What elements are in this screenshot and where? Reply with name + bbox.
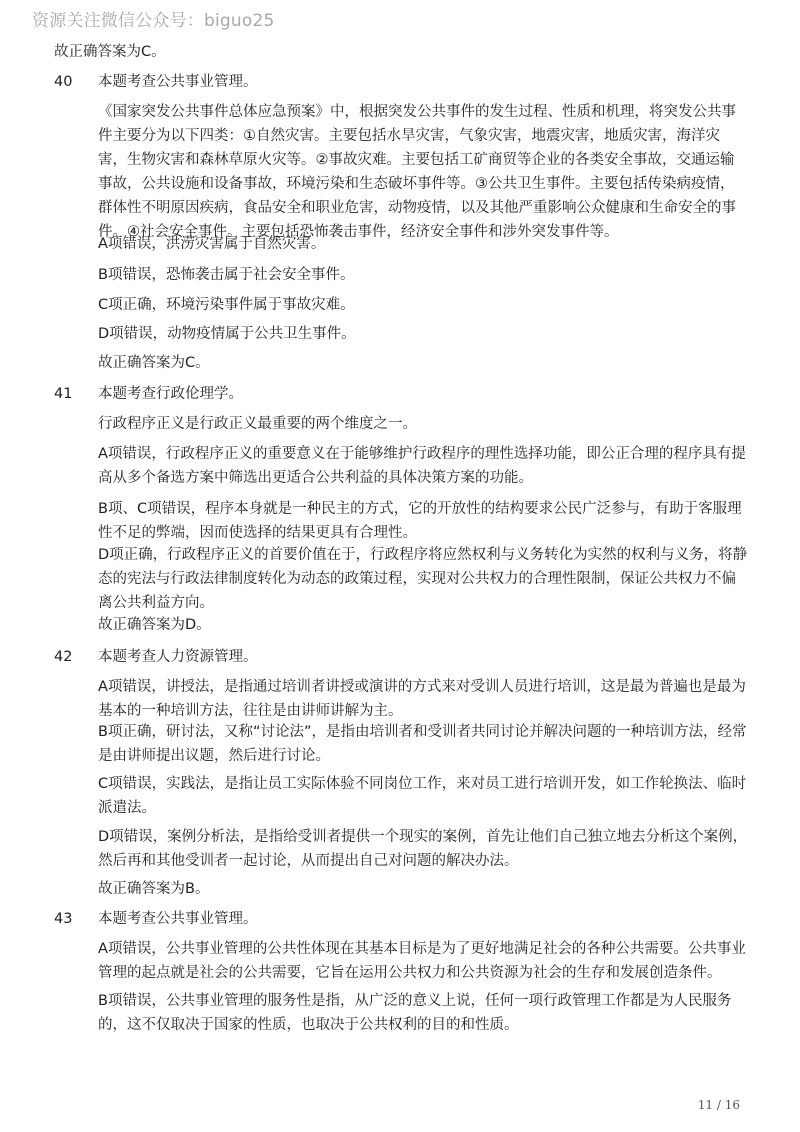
question-number: 41 <box>54 386 73 402</box>
option-explanation: B项错误，恐怖袭击属于社会安全事件。 <box>98 267 355 283</box>
question-title: 本题考查人力资源管理。 <box>98 649 258 665</box>
answer-line: 故正确答案为C。 <box>98 355 210 371</box>
question-title: 本题考查公共事业管理。 <box>98 911 258 927</box>
answer-line: 故正确答案为B。 <box>98 881 210 897</box>
question-number: 40 <box>54 74 73 90</box>
option-explanation: C项错误，实践法，是指让员工实际体验不同岗位工作，来对员工进行培训开发，如工作轮换法、临时派遣法。 <box>98 776 747 816</box>
explanation-paragraph: 《国家突发公共事件总体应急预案》中，根据突发公共事件的发生过程、性质和机理，将突发公共事件主要分为以下四类：①自然灾害。主要包括水旱灾害，气象灾害，地震灾害，地质灾害，海洋灾害，生物灾害和森林草原火灾等。②事故灾难。主要包括工矿商贸等企业的各类安全事故，交通运输事故，公共设施和设备事故，环境污染和生态破坏事件等。③公共卫生事件。主要包括传染病疫情，群体性不明原因疾病，食品安全和职业危害，动物疫情，以及其他严重影响公众健康和生命安全的事件。④社会安全事件。主要包括恐怖袭击事件，经济安全事件和涉外突发事件等。 <box>98 104 736 240</box>
option-explanation: B项错误，公共事业管理的服务性是指，从广泛的意义上说，任何一项行政管理工作都是为人民服务的，这不仅取决于国家的性质，也取决于公共权利的目的和性质。 <box>98 993 732 1033</box>
question-title: 本题考查公共事业管理。 <box>98 74 258 90</box>
explanation-paragraph: 行政程序正义是行政正义最重要的两个维度之一。 <box>98 416 417 432</box>
option-explanation: C项正确，环境污染事件属于事故灾难。 <box>98 297 355 313</box>
question-number: 42 <box>54 649 73 665</box>
option-explanation: B项、C项错误，程序本身就是一种民主的方式，它的开放性的结构要求公民广泛参与，有助于客服理性不足的弊端，因而使选择的结果更具有合理性。 <box>98 501 742 541</box>
option-explanation: B项正确，研讨法，又称“讨论法”，是指由培训者和受训者共同讨论并解决问题的一种培训方法，经常是由讲师提出议题，然后进行讨论。 <box>98 724 747 764</box>
answer-line: 故正确答案为D。 <box>98 617 211 633</box>
option-explanation: D项错误，案例分析法，是指给受训者提供一个现实的案例，首先让他们自己独立地去分析这个案例，然后再和其他受训者一起讨论，从而提出自己对问题的解决办法。 <box>98 829 748 869</box>
answer-line: 故正确答案为C。 <box>54 44 166 60</box>
option-explanation: A项错误，行政程序正义的重要意义在于能够维护行政程序的理性选择功能，即公正合理的程序具有提高从多个备选方案中筛选出更适合公共利益的具体决策方案的功能。 <box>98 446 746 486</box>
option-explanation: A项错误，讲授法，是指通过培训者讲授或演讲的方式来对受训人员进行培训，这是最为普遍也是最为基本的一种培训方法，往往是由讲师讲解为主。 <box>98 679 746 719</box>
page-number: 11 / 16 <box>697 1098 740 1112</box>
question-title: 本题考查行政伦理学。 <box>98 386 243 402</box>
option-explanation: A项错误，洪涝灾害属于自然灾害。 <box>98 236 326 252</box>
watermark: 资源关注微信公众号：biguo25 <box>32 11 275 31</box>
option-explanation: A项错误，公共事业管理的公共性体现在其基本目标是为了更好地满足社会的各种公共需要。公共事业管理的起点就是社会的公共需要，它旨在运用公共权力和公共资源为社会的生存和发展创造条件。 <box>98 941 746 981</box>
question-number: 43 <box>54 911 73 927</box>
option-explanation: D项正确，行政程序正义的首要价值在于，行政程序将应然权利与义务转化为实然的权利与义务，将静态的宪法与行政法律制度转化为动态的政策过程，实现对公共权力的合理性限制，保证公共权力不偏离公共利益方向。 <box>98 547 748 611</box>
option-explanation: D项错误，动物疫情属于公共卫生事件。 <box>98 326 356 342</box>
